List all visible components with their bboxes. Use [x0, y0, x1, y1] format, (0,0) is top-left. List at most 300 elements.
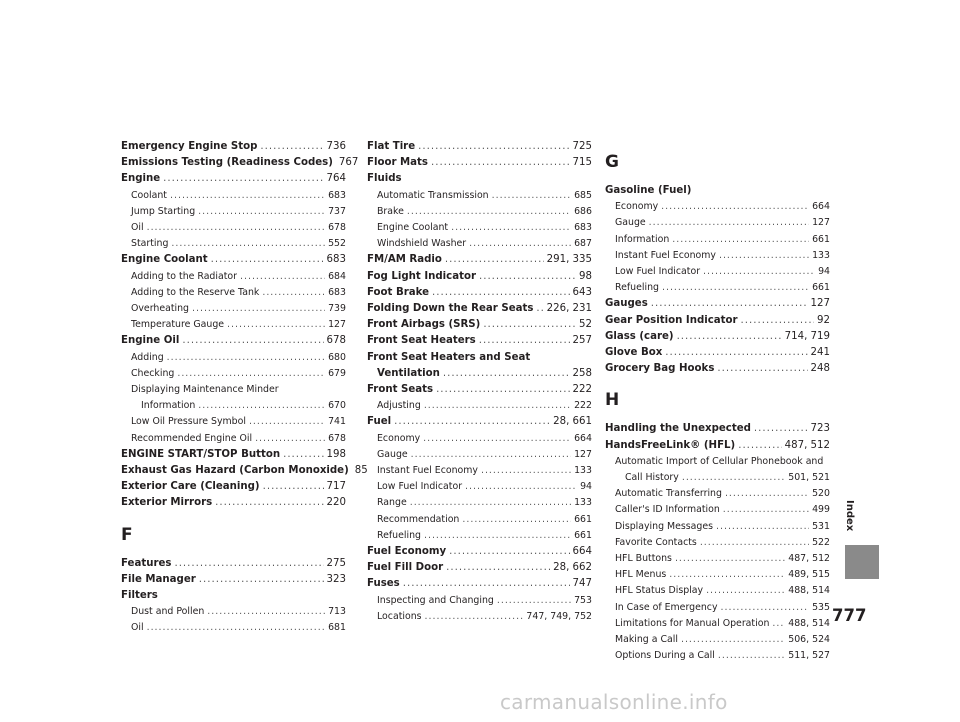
entry-label: Foot Brake	[367, 286, 430, 298]
page-reference: 98	[579, 270, 592, 282]
entry-label: Oil	[131, 222, 144, 234]
entry-label: Brake	[377, 205, 404, 217]
index-subentry	[121, 350, 346, 366]
entry-label: Low Fuel Indicator	[377, 481, 463, 493]
index-entry	[367, 155, 592, 171]
page-reference: 257	[572, 335, 592, 347]
dot-leader	[182, 333, 323, 349]
index-entry	[367, 544, 592, 560]
dot-leader	[424, 398, 571, 414]
section-letter: H	[605, 390, 620, 411]
entry-label: Low Fuel Indicator	[615, 266, 701, 278]
entry-label: Features	[121, 557, 172, 569]
page-reference: 226, 231	[546, 303, 592, 315]
index-subentry	[367, 528, 592, 544]
entry-label: Dust and Pollen	[131, 606, 205, 618]
index-subentry	[605, 199, 830, 215]
dot-leader	[174, 556, 323, 572]
index-subentry	[367, 220, 592, 236]
index-subentry	[605, 567, 830, 583]
dot-leader	[211, 252, 324, 268]
entry-label: Fuel Economy	[367, 546, 447, 558]
entry-label: Exhaust Gas Hazard (Carbon Monoxide)	[121, 465, 349, 477]
dot-leader	[716, 519, 809, 535]
page-reference: 683	[328, 286, 346, 298]
page-reference: 222	[574, 400, 592, 412]
entry-label: Fuel Fill Door	[367, 562, 444, 574]
dot-leader	[718, 648, 785, 664]
index-subentry	[367, 431, 592, 447]
index-column-1	[121, 139, 368, 637]
dot-leader	[147, 220, 326, 236]
dot-leader	[725, 486, 809, 502]
entry-label: Engine Oil	[121, 335, 180, 347]
index-entry	[367, 269, 592, 285]
dot-leader	[669, 567, 785, 583]
index-entry	[605, 329, 830, 345]
entry-label: Adding to the Reserve Tank	[131, 286, 260, 298]
dot-leader	[479, 333, 570, 349]
index-entry	[367, 576, 592, 592]
dot-leader	[171, 236, 325, 252]
dot-leader	[163, 171, 323, 187]
index-subentry	[605, 232, 830, 248]
entry-label: Information	[141, 400, 196, 412]
index-subentry	[605, 648, 830, 664]
page-reference: 767	[338, 157, 359, 169]
index-entry	[121, 479, 346, 495]
entry-label: Front Seat Heaters and Seat	[367, 351, 531, 363]
dot-leader	[167, 350, 325, 366]
dot-leader	[170, 188, 325, 204]
dot-leader	[249, 414, 325, 430]
section-letter: F	[121, 524, 133, 545]
index-subentry	[605, 583, 830, 599]
dot-leader	[147, 620, 326, 636]
dot-leader	[723, 502, 809, 518]
entry-label: Inspecting and Changing	[377, 594, 494, 606]
entry-label: Locations	[377, 610, 422, 622]
dot-leader	[677, 329, 782, 345]
entry-label: Refueling	[615, 282, 659, 294]
index-column-3	[605, 139, 830, 664]
entry-label: Windshield Washer	[377, 238, 467, 250]
dot-leader	[469, 236, 571, 252]
page-reference: 713	[328, 606, 346, 618]
page-reference: 664	[572, 546, 592, 558]
page-reference: 715	[572, 157, 592, 169]
index-entry	[367, 333, 592, 349]
dot-leader	[717, 361, 807, 377]
page-reference: 499	[812, 504, 830, 516]
index-subentry	[367, 463, 592, 479]
page-reference: 487, 512	[788, 553, 830, 565]
entry-label: Temperature Gauge	[131, 319, 225, 331]
index-subentry	[367, 479, 592, 495]
entry-label: Favorite Contacts	[615, 536, 697, 548]
page-reference: 92	[817, 314, 830, 326]
entry-label: Grocery Bag Hooks	[605, 363, 715, 375]
page-reference: 85	[354, 465, 368, 477]
watermark: carmanualsonline.info	[500, 690, 728, 714]
entry-label: File Manager	[121, 573, 196, 585]
index-subentry	[121, 382, 346, 398]
entry-label: Ventilation	[377, 367, 440, 379]
page-reference: 127	[328, 319, 346, 331]
entry-label: Refueling	[377, 529, 421, 541]
dot-leader	[431, 155, 570, 171]
entry-label: Gauge	[615, 217, 646, 229]
dot-leader	[215, 495, 323, 511]
page-reference: 258	[572, 367, 592, 379]
dot-leader	[263, 479, 324, 495]
page-reference: 127	[574, 448, 592, 460]
page-reference: 680	[328, 351, 346, 363]
page-reference: 685	[574, 189, 592, 201]
page-reference: 488, 514	[788, 617, 830, 629]
page-reference: 737	[328, 205, 346, 217]
entry-label: Automatic Transferring	[615, 488, 722, 500]
entry-label: Economy	[377, 432, 421, 444]
dot-leader	[425, 609, 524, 625]
page-reference: 133	[574, 497, 592, 509]
index-entry	[121, 588, 346, 604]
page-reference: 736	[326, 141, 346, 152]
index-subentry	[121, 188, 346, 204]
page-reference: 241	[810, 347, 830, 359]
entry-label: Fuses	[367, 578, 400, 590]
entry-label: Engine Coolant	[377, 222, 449, 234]
page-reference: 670	[328, 400, 346, 412]
page-reference: 683	[574, 222, 592, 234]
index-subentry	[367, 495, 592, 511]
index-subentry	[605, 280, 830, 296]
entry-label: Displaying Maintenance Minder	[131, 384, 279, 396]
entry-label: Gauges	[605, 298, 648, 310]
page-reference: 739	[328, 303, 346, 315]
entry-label: Information	[615, 233, 670, 245]
entry-label: FM/AM Radio	[367, 254, 442, 266]
entry-label: Instant Fuel Economy	[615, 249, 716, 261]
section-letter: G	[605, 152, 619, 172]
dot-leader	[445, 252, 544, 268]
page-reference: 725	[572, 141, 592, 152]
entry-label: Options During a Call	[615, 650, 715, 662]
entry-label: Front Seat Heaters	[367, 335, 476, 347]
dot-leader	[199, 572, 324, 588]
index-subentry	[605, 486, 830, 502]
index-entry	[121, 495, 346, 511]
index-subentry	[605, 616, 830, 632]
dot-leader	[754, 421, 808, 437]
entry-label: Exterior Care (Cleaning)	[121, 481, 260, 493]
entry-label: HFL Status Display	[615, 585, 704, 597]
page-reference: 753	[574, 594, 592, 606]
index-subentry	[121, 620, 346, 636]
dot-leader	[497, 593, 571, 609]
page-reference: 723	[810, 423, 830, 435]
page-reference: 222	[572, 384, 592, 396]
dot-leader	[394, 414, 550, 430]
entry-label: Jump Starting	[131, 205, 196, 217]
index-subentry	[121, 285, 346, 301]
page-reference: 687	[574, 238, 592, 250]
entry-label: Oil	[131, 622, 144, 634]
index-entry	[121, 252, 346, 268]
entry-label: Fog Light Indicator	[367, 270, 476, 282]
index-subentry	[121, 220, 346, 236]
page-reference: 133	[812, 249, 830, 261]
page-reference: 764	[326, 173, 346, 185]
dot-leader	[407, 204, 571, 220]
page-number: 777	[832, 606, 867, 625]
dot-leader	[672, 232, 809, 248]
dot-leader	[207, 604, 325, 620]
index-subentry	[367, 398, 592, 414]
dot-leader	[424, 528, 571, 544]
index-entry	[121, 447, 346, 463]
page-reference: 678	[328, 222, 346, 234]
page-reference: 683	[326, 254, 346, 266]
index-entry	[367, 252, 592, 268]
index-subentry	[367, 512, 592, 528]
entry-label: Recommended Engine Oil	[131, 432, 253, 444]
entry-label: Front Airbags (SRS)	[367, 319, 481, 331]
index-entry	[367, 301, 592, 317]
page-reference: 679	[328, 367, 346, 379]
dot-leader	[227, 317, 325, 333]
entry-label: Low Oil Pressure Symbol	[131, 416, 246, 428]
entry-label: Fuel	[367, 416, 392, 428]
index-subentry	[121, 431, 346, 447]
index-subentry	[605, 502, 830, 518]
entry-label: HFL Buttons	[615, 553, 672, 565]
entry-label: Overheating	[131, 303, 190, 315]
page-reference: 552	[328, 238, 346, 250]
index-entry	[367, 317, 592, 333]
dot-leader	[649, 215, 809, 231]
entry-label: HFL Menus	[615, 569, 667, 581]
index-entry	[367, 171, 592, 187]
entry-label: Front Seats	[367, 384, 434, 396]
index-subentry	[605, 632, 830, 648]
dot-leader	[451, 220, 571, 236]
entry-label: Automatic Import of Cellular Phonebook and	[615, 455, 824, 467]
dot-leader	[465, 479, 577, 495]
page-reference: 661	[574, 529, 592, 541]
page-reference: 291, 335	[546, 254, 592, 266]
dot-leader	[177, 366, 325, 382]
entry-label: In Case of Emergency	[615, 601, 718, 613]
page-reference: 94	[818, 266, 830, 278]
entry-label: Caller's ID Information	[615, 504, 720, 516]
dot-leader	[772, 616, 785, 632]
page-reference: 522	[812, 536, 830, 548]
entry-label: Fluids	[367, 173, 402, 185]
index-subentry	[121, 204, 346, 220]
page-reference: 531	[812, 520, 830, 532]
index-entry	[605, 361, 830, 377]
dot-leader	[479, 269, 576, 285]
index-subentry	[605, 519, 830, 535]
page-reference: 681	[328, 622, 346, 634]
index-subentry	[121, 317, 346, 333]
index-subentry	[121, 398, 346, 414]
dot-leader	[721, 600, 810, 616]
dot-leader	[255, 431, 325, 447]
dot-leader	[423, 431, 571, 447]
page-reference: 28, 662	[553, 562, 592, 574]
index-subentry	[121, 414, 346, 430]
side-tab-marker	[845, 545, 879, 579]
page-reference: 684	[328, 270, 346, 282]
index-subentry	[605, 454, 830, 470]
page-reference: 501, 521	[788, 472, 830, 484]
page-reference: 220	[326, 497, 346, 509]
index-subentry	[121, 236, 346, 252]
index-entry	[605, 313, 830, 329]
index-entry	[367, 139, 592, 155]
page-reference: 741	[328, 416, 346, 428]
index-subentry	[367, 236, 592, 252]
index-entry	[121, 556, 346, 572]
page-reference: 686	[574, 205, 592, 217]
page-reference: 511, 527	[788, 650, 830, 662]
index-subentry	[121, 366, 346, 382]
dot-leader	[418, 139, 569, 155]
page-reference: 661	[812, 282, 830, 294]
index-subentry	[367, 447, 592, 463]
index-subentry	[367, 188, 592, 204]
index-entry	[367, 560, 592, 576]
dot-leader	[738, 438, 781, 454]
index-subentry	[605, 600, 830, 616]
entry-label: Engine	[121, 173, 161, 185]
dot-leader	[192, 301, 325, 317]
dot-leader	[703, 264, 815, 280]
dot-leader	[492, 188, 571, 204]
page-reference: 127	[810, 298, 830, 310]
page-reference: 487, 512	[784, 439, 830, 451]
entry-label: Starting	[131, 238, 169, 250]
entry-label: Economy	[615, 201, 659, 213]
index-entry	[121, 572, 346, 588]
entry-label: Instant Fuel Economy	[377, 465, 478, 477]
dot-leader	[536, 301, 543, 317]
entry-label: Making a Call	[615, 634, 678, 646]
page-reference: 747	[572, 578, 592, 590]
dot-leader	[410, 495, 571, 511]
index-entry	[605, 183, 830, 199]
entry-label: Engine Coolant	[121, 254, 208, 266]
entry-label: Emissions Testing (Readiness Codes)	[121, 157, 333, 169]
dot-leader	[198, 398, 325, 414]
page-reference: 661	[574, 513, 592, 525]
dot-leader	[662, 280, 809, 296]
entry-label: Adjusting	[377, 400, 421, 412]
dot-leader	[675, 551, 785, 567]
entry-label: Call History	[625, 472, 679, 484]
index-subentry	[367, 593, 592, 609]
dot-leader	[700, 535, 809, 551]
entry-label: Adding to the Radiator	[131, 270, 238, 282]
index-subentry	[121, 604, 346, 620]
entry-label: Exterior Mirrors	[121, 497, 213, 509]
page-reference: 133	[574, 465, 592, 477]
index-entry	[121, 139, 346, 155]
dot-leader	[706, 583, 785, 599]
page-reference: 717	[326, 481, 346, 493]
dot-leader	[240, 269, 325, 285]
entry-label: Folding Down the Rear Seats	[367, 303, 534, 315]
entry-label: Emergency Engine Stop	[121, 141, 258, 152]
page-reference: 52	[579, 319, 592, 331]
page-reference: 275	[326, 557, 346, 569]
side-tab-label: Index	[844, 500, 855, 532]
entry-label: Glove Box	[605, 347, 663, 359]
dot-leader	[681, 632, 785, 648]
page-reference: 127	[812, 217, 830, 229]
entry-label: HandsFreeLink® (HFL)	[605, 439, 736, 451]
entry-label: Recommendation	[377, 513, 460, 525]
dot-leader	[403, 576, 570, 592]
page-reference: 94	[580, 481, 592, 493]
entry-label: Gear Position Indicator	[605, 314, 738, 326]
dot-leader	[719, 248, 809, 264]
index-entry	[121, 155, 359, 171]
entry-label: Coolant	[131, 189, 167, 201]
dot-leader	[462, 512, 571, 528]
dot-leader	[411, 447, 571, 463]
page-reference: 664	[574, 432, 592, 444]
page-reference: 28, 661	[553, 416, 592, 428]
index-subentry	[121, 269, 346, 285]
page-reference: 488, 514	[788, 585, 830, 597]
page-reference: 506, 524	[788, 634, 830, 646]
index-subentry	[121, 301, 346, 317]
index-entry	[367, 414, 592, 430]
index-entry	[367, 366, 592, 382]
index-entry	[605, 438, 830, 454]
dot-leader	[436, 382, 569, 398]
dot-leader	[446, 560, 550, 576]
page-reference: 678	[326, 335, 346, 347]
index-subentry	[605, 470, 830, 486]
entry-label: Gasoline (Fuel)	[605, 185, 692, 196]
dot-leader	[432, 285, 570, 301]
index-entry	[605, 296, 830, 312]
dot-leader	[651, 296, 808, 312]
dot-leader	[741, 313, 814, 329]
entry-label: Limitations for Manual Operation	[615, 617, 770, 629]
index-subentry	[605, 264, 830, 280]
dot-leader	[449, 544, 569, 560]
page-reference: 661	[812, 233, 830, 245]
page-reference: 664	[812, 201, 830, 213]
entry-label: Range	[377, 497, 407, 509]
dot-leader	[665, 345, 807, 361]
page-reference: 643	[572, 286, 592, 298]
dot-leader	[682, 470, 785, 486]
page-reference: 714, 719	[784, 330, 830, 342]
dot-leader	[260, 139, 323, 155]
page-reference: 489, 515	[788, 569, 830, 581]
index-entry	[605, 421, 830, 437]
index-entry	[121, 171, 346, 187]
index-subentry	[605, 248, 830, 264]
dot-leader	[661, 199, 809, 215]
entry-label: ENGINE START/STOP Button	[121, 448, 281, 460]
